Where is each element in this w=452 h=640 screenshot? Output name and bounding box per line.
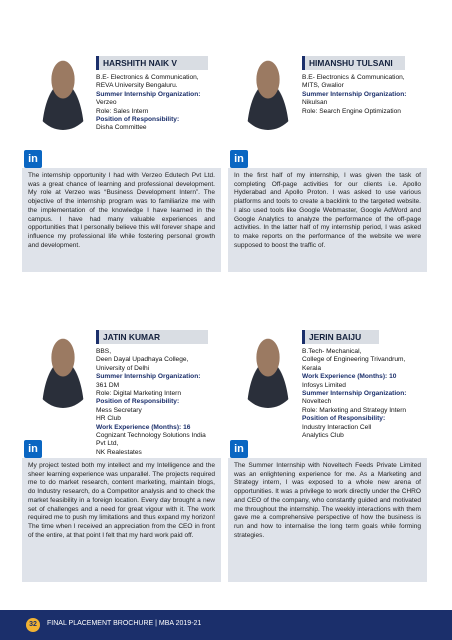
profile-photo: [32, 58, 94, 130]
profile-photo: [237, 336, 299, 408]
detail-line: Kerala: [302, 364, 322, 372]
detail-line: Summer Internship Organization:: [96, 373, 201, 381]
detail-line: Disha Committee: [96, 124, 147, 132]
detail-line: Role: Digital Marketing Intern: [96, 390, 182, 398]
detail-line: Position of Responsibility:: [96, 398, 180, 406]
detail-line: Cognizant Technology Solutions India: [96, 432, 206, 440]
detail-line: NK Realestates: [96, 448, 142, 456]
detail-line: Summer Internship Organization:: [302, 390, 407, 398]
detail-line: Nikulsan: [302, 99, 328, 107]
name-label: HIMANSHU TULSANI: [302, 56, 405, 70]
detail-line: University of Delhi: [96, 364, 150, 372]
detail-line: Infosys Limited: [302, 381, 346, 389]
detail-line: BBS,: [96, 348, 112, 355]
testimonial-text: My project tested both my intellect and my Intelligence and the sheer learning experience was unparallel. The projects required me to do market research, content marketing, maintain blogs, do Industry research, do a Competitor analysis and to check the market feasibility in a foreign location. Every day brought a new set of challenges and a need for great vigour with it. The work required me to push my limitations and thus expand my horizon! The time when I received an appreciation from the CEO in front of the entire, at that point I felt that my hard work paid off.: [22, 458, 221, 582]
footer-title: FINAL PLACEMENT BROCHURE | MBA 2019-21: [47, 620, 202, 627]
detail-line: Position of Responsibility:: [302, 415, 386, 423]
footer-bar: [0, 610, 452, 640]
detail-line: Noveltech: [302, 398, 332, 406]
detail-line: College of Engineering Trivandrum,: [302, 356, 406, 364]
details-block: [96, 348, 236, 457]
detail-line: Work Experience (Months): 10: [302, 373, 397, 381]
testimonial-text: In the first half of my internship, I was given the task of completing Off-page activities for our clients i.e. Apollo Hyderabad and Apollo Proton. I was asked to use various platforms and tools to create a backlink to the targeted website. I also used tools like Google Webmaster, Google AdWord and Google Analytics to analyze the performance of the off-page activities. In the latter half of my internship period, I was asked to make reports on the performance of the website we were supposed to boost the traffic of.: [228, 168, 427, 272]
detail-line: Verzeo: [96, 99, 117, 107]
profile-photo: [237, 58, 299, 130]
detail-line: MITS, Gwalior: [302, 82, 344, 90]
detail-line: Mess Secretary: [96, 406, 142, 414]
details-block: [96, 74, 246, 133]
page-number: 32: [26, 618, 40, 632]
detail-line: 361 DM: [96, 381, 120, 389]
detail-line: Industry Interaction Cell: [302, 423, 372, 431]
name-label: HARSHITH NAIK V: [96, 56, 208, 70]
detail-line: B.E- Electronics & Communication,: [302, 74, 405, 81]
testimonial-text: The internship opportunity I had with Verzeo Edutech Pvt Ltd. was a great chance of learning and professional development. My role at Verzeo was “Business Development Intern”. The objective of the internship program was to familiarize me with the implementation of the knowledge I have learned in the campus. I have had many valuable experiences and opportunities that I personally believe this will forever shape and influence my professional life while fostering personal growth and development.: [22, 168, 221, 272]
detail-line: Role: Sales Intern: [96, 107, 149, 115]
detail-line: REVA University Bengaluru.: [96, 82, 178, 90]
details-block: [302, 348, 447, 440]
linkedin-icon[interactable]: in: [24, 440, 42, 458]
detail-line: Summer Internship Organization:: [302, 90, 407, 98]
detail-line: Role: Search Engine Optimization: [302, 107, 401, 115]
detail-line: Work Experience (Months): 16: [96, 423, 191, 431]
detail-line: Summer Internship Organization:: [96, 90, 201, 98]
detail-line: Role: Marketing and Strategy Intern: [302, 406, 407, 414]
detail-line: B.Tech- Mechanical,: [302, 348, 362, 355]
linkedin-icon[interactable]: in: [230, 150, 248, 168]
profile-photo: [32, 336, 94, 408]
detail-line: Pvt Ltd,: [96, 440, 119, 448]
detail-line: B.E- Electronics & Communication,: [96, 74, 199, 81]
detail-line: Deen Dayal Upadhaya College,: [96, 356, 189, 364]
details-block: [302, 74, 442, 116]
name-label: JATIN KUMAR: [96, 330, 208, 344]
detail-line: Analytics Club: [302, 432, 344, 440]
name-label: JERIN BAIJU: [302, 330, 379, 344]
detail-line: Position of Responsibility:: [96, 116, 180, 124]
detail-line: HR Club: [96, 415, 121, 423]
linkedin-icon[interactable]: in: [230, 440, 248, 458]
linkedin-icon[interactable]: in: [24, 150, 42, 168]
testimonial-text: The Summer Internship with Noveltech Feeds Private Limited was an enlightening experience for me. As a Marketing and Strategy intern, I was exposed to a whole new arena of opportunities. It was a privilege to work directly under the CHRO and CEO of the company, who constantly guided and motivated me throughout the internship. The weekly interactions with them gave me a comprehensive perspective of how the business is run and how to internalise the long term goals while forming strategies.: [228, 458, 427, 582]
